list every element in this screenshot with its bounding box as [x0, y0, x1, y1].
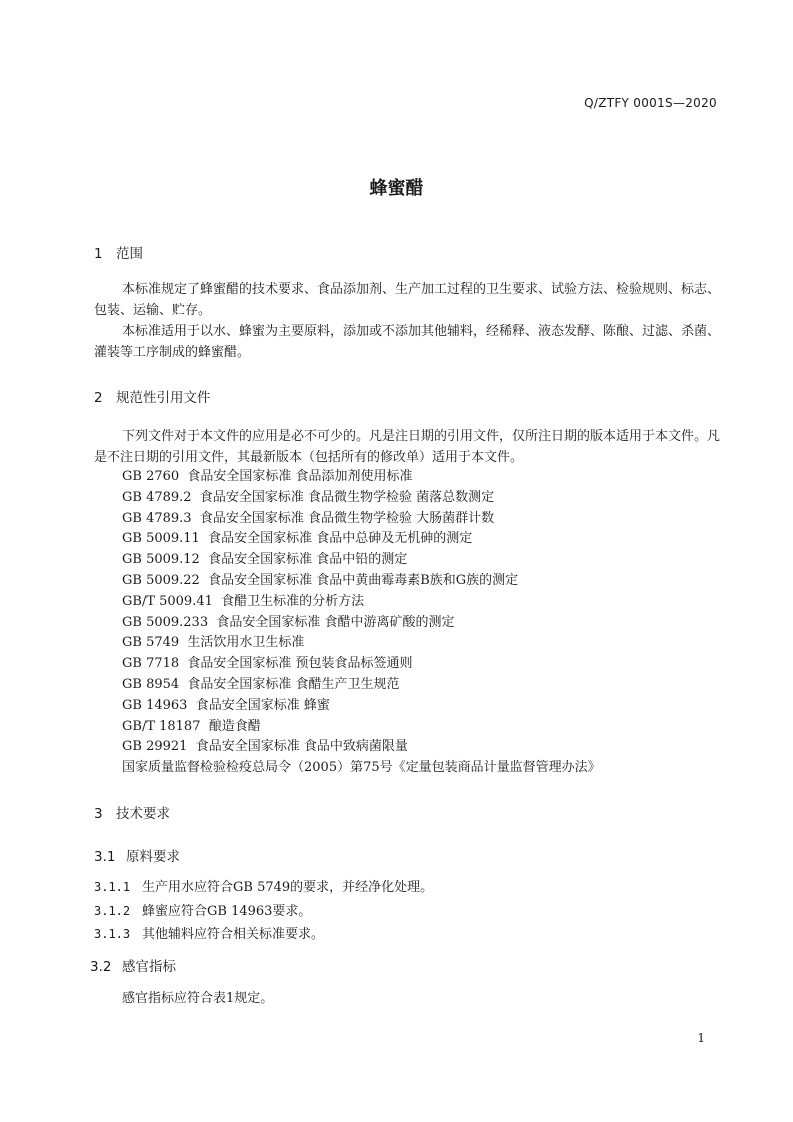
reference-item: GB/T 18187 酿造食醋: [122, 718, 261, 734]
section-title: 感官指标: [122, 959, 176, 975]
standard-code: Q/ZTFY 0001S—2020: [584, 96, 717, 110]
reference-item: GB 2760 食品安全国家标准 食品添加剂使用标准: [122, 469, 413, 484]
scope-paragraph-2: 本标准适用于以水、蜂蜜为主要原料，添加或不添加其他辅料，经稀释、液态发酵、陈酿、过滤、杀菌、灌装等工序制成的蜂蜜醋。: [94, 324, 721, 360]
section-3-heading: [94, 802, 170, 822]
reference-item: GB 29921 食品安全国家标准 食品中致病菌限量: [122, 739, 408, 755]
reference-item: GB 4789.2 食品安全国家标准 食品微生物学检验 菌落总数测定: [122, 489, 495, 505]
sensory-requirement-text: 感官指标应符合表1规定。: [122, 991, 274, 1006]
reference-item: 国家质量监督检验检疫总局令（2005）第75号《定量包装商品计量监督管理办法》: [122, 760, 601, 776]
section-number: 3.2: [90, 959, 112, 975]
section-2-heading: [94, 386, 211, 406]
reference-item: GB/T 5009.41 食醋卫生标准的分析方法: [122, 593, 365, 609]
reference-list: [122, 467, 601, 779]
reference-item: GB 8954 食品安全国家标准 食醋生产卫生规范: [122, 676, 400, 692]
clause-3-1-3: 3.1.3 其他辅料应符合相关标准要求。: [94, 927, 325, 942]
reference-item: GB 5749 生活饮用水卫生标准: [122, 635, 305, 651]
reference-item: GB 5009.11 食品安全国家标准 食品中总砷及无机砷的测定: [122, 531, 473, 547]
section-title: 范围: [116, 246, 143, 262]
reference-item: GB 5009.22 食品安全国家标准 食品中黄曲霉毒素B族和G族的测定: [122, 572, 519, 588]
section-number: 1: [94, 246, 103, 262]
section-3-2-heading: [90, 955, 176, 975]
section-title: 技术要求: [116, 806, 170, 822]
section-3-1-heading: [94, 845, 180, 865]
reference-item: GB 4789.3 食品安全国家标准 食品微生物学检验 大肠菌群计数: [122, 510, 495, 526]
scope-paragraph-1: 本标准规定了蜂蜜醋的技术要求、食品添加剂、生产加工过程的卫生要求、试验方法、检验规则、标志、包装、运输、贮存。: [94, 282, 721, 318]
section-number: 3.1: [94, 849, 116, 865]
clause-3-1-2: 3.1.2 蜂蜜应符合GB 14963要求。: [94, 904, 312, 919]
document-title: 蜂蜜醋: [369, 178, 424, 199]
reference-item: GB 5009.233 食品安全国家标准 食醋中游离矿酸的测定: [122, 614, 455, 630]
section-title: 规范性引用文件: [116, 390, 211, 406]
section-1-heading: [94, 242, 143, 262]
references-intro: 下列文件对于本文件的应用是必不可少的。凡是注日期的引用文件，仅所注日期的版本适用于本文件。凡是不注日期的引用文件，其最新版本（包括所有的修改单）适用于本文件。: [94, 429, 721, 465]
section-title: 原料要求: [126, 849, 180, 865]
section-number: 2: [94, 390, 103, 406]
reference-item: GB 5009.12 食品安全国家标准 食品中铅的测定: [122, 552, 408, 568]
reference-item: GB 14963 食品安全国家标准 蜂蜜: [122, 697, 330, 713]
page-number: 1: [697, 1031, 705, 1045]
clause-3-1-1: 3.1.1 生产用水应符合GB 5749的要求，并经净化处理。: [94, 880, 434, 895]
section-number: 3: [94, 806, 103, 822]
reference-item: GB 7718 食品安全国家标准 预包装食品标签通则: [122, 656, 413, 672]
